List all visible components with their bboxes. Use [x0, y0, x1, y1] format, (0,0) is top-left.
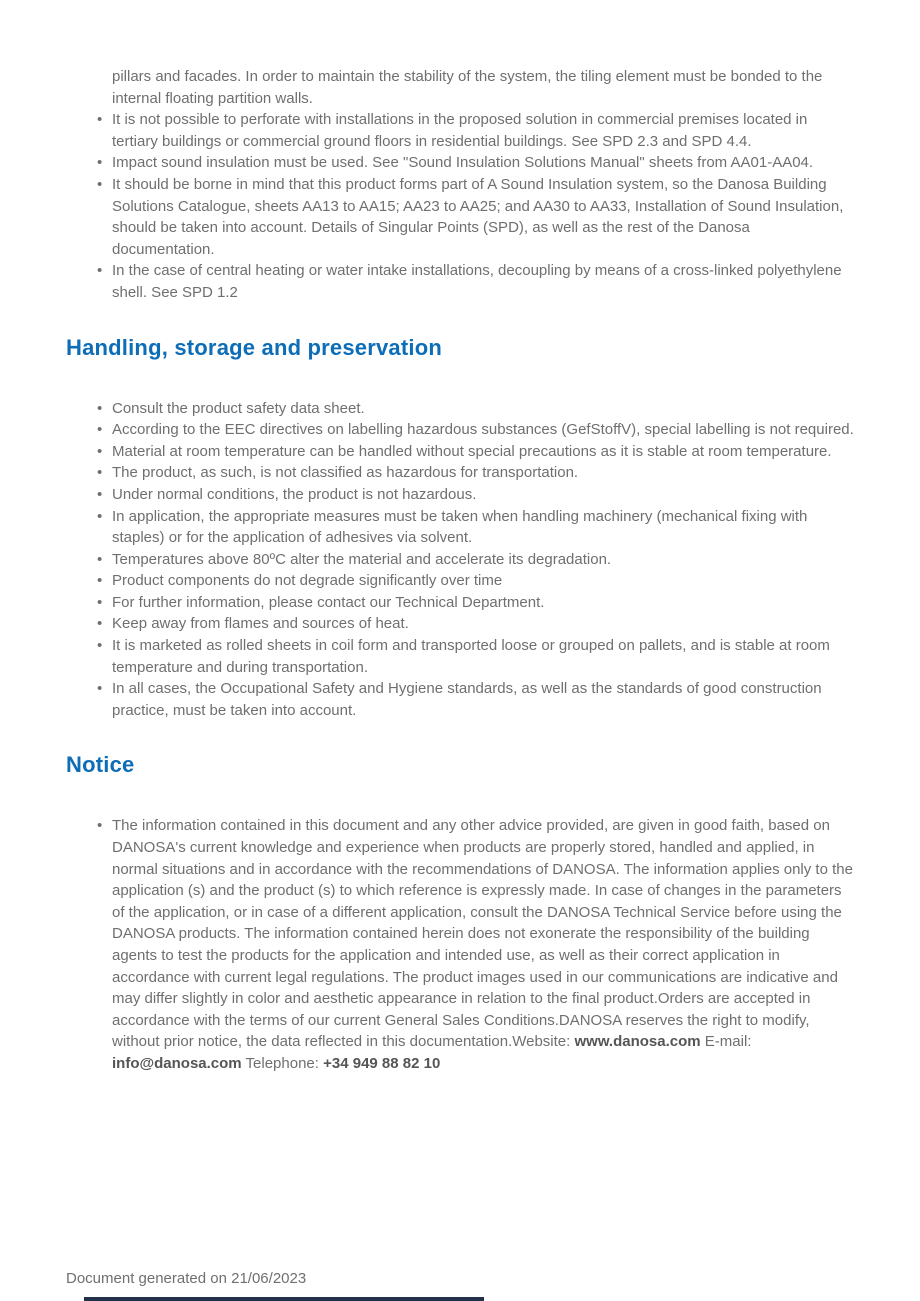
list-continuation-text: pillars and facades. In order to maintain the stability of the system, the tiling element must be bonded to the internal floating partition walls.: [112, 68, 823, 107]
footer-bar: [84, 1297, 484, 1301]
notice-bold-segment: +34 949 88 82 10: [323, 1054, 441, 1072]
list-item: • Temperatures above 80ºC alter the material and accelerate its degradation.: [112, 549, 854, 571]
list-item: • In all cases, the Occupational Safety and Hygiene standards, as well as the standards of good construction practice, must be taken into account.: [112, 678, 854, 721]
section-heading-notice: Notice: [66, 752, 135, 778]
list-item: • Keep away from flames and sources of heat.: [112, 613, 854, 635]
list-item: • It should be borne in mind that this product forms part of A Sound Insulation system, so the Danosa Building Solutions Catalogue, sheets AA13 to AA15; AA23 to AA25; and AA30 to AA33, Installation of Sound Insulation, should be taken into account. Details of Singular Points (SPD), as well as the rest of the Danosa documentation.: [112, 174, 854, 260]
intro-bullet-list: [66, 109, 854, 303]
list-item: • It is marketed as rolled sheets in coil form and transported loose or grouped on pallets, and is stable at room temperature and during transportation.: [112, 635, 854, 678]
list-item: • Impact sound insulation must be used. See "Sound Insulation Solutions Manual" sheets from AA01-AA04.: [112, 152, 854, 174]
list-item: • Consult the product safety data sheet.: [112, 398, 854, 420]
list-item: • The product, as such, is not classified as hazardous for transportation.: [112, 462, 854, 484]
notice-bold-segment: www.danosa.com: [574, 1033, 701, 1051]
notice-paragraph: [112, 815, 854, 1074]
generated-date-text: Document generated on 21/06/2023: [66, 1270, 307, 1287]
list-item: • Under normal conditions, the product is not hazardous.: [112, 484, 854, 506]
list-item: • In application, the appropriate measures must be taken when handling machinery (mechanical fixing with staples) or for the application of adhesives via solvent.: [112, 506, 854, 549]
list-item: • Material at room temperature can be handled without special precautions as it is stable at room temperature.: [112, 441, 854, 463]
notice-bold-segment: info@danosa.com: [112, 1054, 242, 1072]
list-item: • According to the EEC directives on labelling hazardous substances (GefStoffV), special labelling is not required.: [112, 419, 854, 441]
notice-bullet-list: [66, 815, 854, 1074]
notice-text-segment: The information contained in this document and any other advice provided, are given in good faith, based on DANOSA's current knowledge and experience when products are properly stored, handled and applied, in normal situations and in accordance with the recommendations of DANOSA. The information applies only to the application (s) and the product (s) to which reference is expressly made. In case of changes in the parameters of the application, or in case of a different application, consult the DANOSA Technical Service before using the DANOSA products. The information contained herein does not exonerate the responsibility of the building agents to test the products for the application and intended use, as well as their correct application in accordance with current legal regulations. The product images used in our communications are indicative and may differ slightly in color and aesthetic appearance in relation to the final product.Orders are accepted in accordance with the terms of our current General Sales Conditions.DANOSA reserves the right to modify, without prior notice, the data reflected in this documentation.Website:: [112, 817, 853, 1051]
list-item: • It is not possible to perforate with installations in the proposed solution in commercial premises located in tertiary buildings or commercial ground floors in residential buildings. See SPD 2.3 and SPD 4.4.: [112, 109, 854, 152]
list-item: • Product components do not degrade significantly over time: [112, 570, 854, 592]
notice-text-segment: Telephone:: [241, 1054, 324, 1072]
notice-text-segment: E-mail:: [700, 1033, 752, 1051]
section-heading-handling: Handling, storage and preservation: [66, 334, 442, 360]
handling-bullet-list: [66, 398, 854, 722]
document-content: [66, 66, 854, 1075]
list-item: • In the case of central heating or water intake installations, decoupling by means of a cross-linked polyethylene shell. See SPD 1.2: [112, 260, 854, 303]
list-item: • For further information, please contact our Technical Department.: [112, 592, 854, 614]
